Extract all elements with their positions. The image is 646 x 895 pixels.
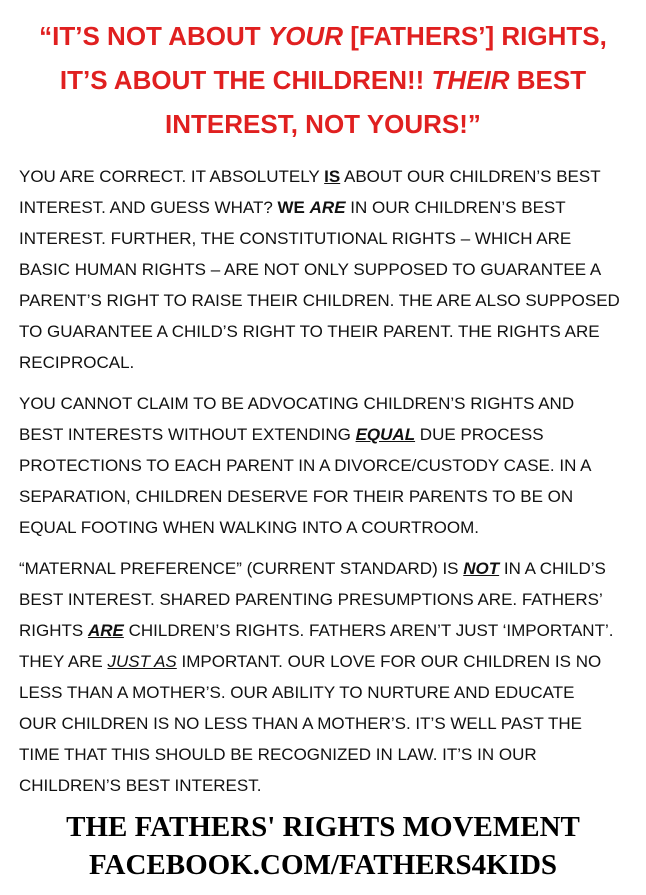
text-run: CHILDREN’S RIGHTS. FATHERS AREN’T JUST ‘IMPORTANT’. xyxy=(123,621,614,640)
headline-text: IT’S ABOUT THE CHILDREN!! xyxy=(59,65,432,95)
emphasis-run: WE xyxy=(277,198,305,217)
text-line: YOU CANNOT CLAIM TO BE ADVOCATING CHILDREN’S RIGHTS AND xyxy=(19,394,575,413)
text-run: RIGHTS xyxy=(19,621,88,640)
text-run: IMPORTANT. OUR LOVE FOR OUR CHILDREN IS NO xyxy=(176,652,602,671)
text-run: IN OUR CHILDREN’S BEST xyxy=(345,198,566,217)
text-run: YOU ARE CORRECT. IT ABSOLUTELY xyxy=(19,167,325,186)
text-line xyxy=(19,646,635,677)
paragraph-3 xyxy=(19,553,635,801)
headline-emphasis: THEIR xyxy=(431,65,510,95)
text-line xyxy=(19,615,635,646)
text-run: IN A CHILD’S xyxy=(499,559,606,578)
emphasis-run: NOT xyxy=(463,559,500,578)
text-line: INTEREST. FURTHER, THE CONSTITUTIONAL RIGHTS – WHICH ARE xyxy=(19,229,572,248)
text-line: TIME THAT THIS SHOULD BE RECOGNIZED IN LAW. IT’S IN OUR xyxy=(19,745,537,764)
paragraph-2 xyxy=(19,388,635,543)
headline-emphasis: YOUR xyxy=(267,21,343,51)
headline-line-1 xyxy=(0,14,646,58)
emphasis-run: JUST AS xyxy=(107,652,177,671)
text-run: ABOUT OUR CHILDREN’S BEST xyxy=(340,167,601,186)
text-run: BEST INTERESTS WITHOUT EXTENDING xyxy=(19,425,356,444)
text-line: CHILDREN’S BEST INTEREST. xyxy=(19,776,262,795)
text-line: OUR CHILDREN IS NO LESS THAN A MOTHER’S. IT’S WELL PAST THE xyxy=(19,714,583,733)
headline-line-2 xyxy=(0,58,646,102)
text-line xyxy=(19,553,635,584)
paragraph-1 xyxy=(19,161,635,378)
facebook-url: FACEBOOK.COM/FATHERS4KIDS xyxy=(88,849,558,881)
text-line: BASIC HUMAN RIGHTS – ARE NOT ONLY SUPPOSED TO GUARANTEE A xyxy=(19,260,602,279)
text-line xyxy=(19,419,635,450)
text-run: INTEREST. AND GUESS WHAT? xyxy=(19,198,278,217)
headline-quote xyxy=(0,14,646,146)
text-line: PROTECTIONS TO EACH PARENT IN A DIVORCE/CUSTODY CASE. IN A xyxy=(19,456,592,475)
text-line: BEST INTEREST. SHARED PARENTING PRESUMPTIONS ARE. FATHERS’ xyxy=(19,590,603,609)
text-run: DUE PROCESS xyxy=(415,425,544,444)
text-run: “MATERNAL PREFERENCE” (CURRENT STANDARD) IS xyxy=(19,559,464,578)
text-line: SEPARATION, CHILDREN DESERVE FOR THEIR PARENTS TO BE ON xyxy=(19,487,574,506)
text-line: PARENT’S RIGHT TO RAISE THEIR CHILDREN. THE ARE ALSO SUPPOSED xyxy=(19,291,620,310)
text-line: RECIPROCAL. xyxy=(19,353,135,372)
headline-text: BEST xyxy=(509,65,587,95)
emphasis-run: ARE xyxy=(87,621,124,640)
text-line: LESS THAN A MOTHER’S. OUR ABILITY TO NURTURE AND EDUCATE xyxy=(19,683,575,702)
headline-line-3: INTEREST, NOT YOURS!” xyxy=(165,109,481,139)
footer-branding xyxy=(0,808,646,884)
text-line xyxy=(19,192,635,223)
emphasis-run: EQUAL xyxy=(355,425,416,444)
emphasis-run: ARE xyxy=(309,198,346,217)
headline-text: “IT’S NOT ABOUT xyxy=(39,21,268,51)
text-run: THEY ARE xyxy=(19,652,108,671)
text-line: TO GUARANTEE A CHILD’S RIGHT TO THEIR PARENT. THE RIGHTS ARE xyxy=(19,322,600,341)
emphasis-run: IS xyxy=(324,167,341,186)
movement-name: THE FATHERS' RIGHTS MOVEMENT xyxy=(66,811,580,843)
headline-text: [FATHERS’] RIGHTS, xyxy=(342,21,607,51)
text-line: EQUAL FOOTING WHEN WALKING INTO A COURTROOM. xyxy=(19,518,479,537)
body-text xyxy=(19,161,635,811)
text-line xyxy=(19,161,635,192)
